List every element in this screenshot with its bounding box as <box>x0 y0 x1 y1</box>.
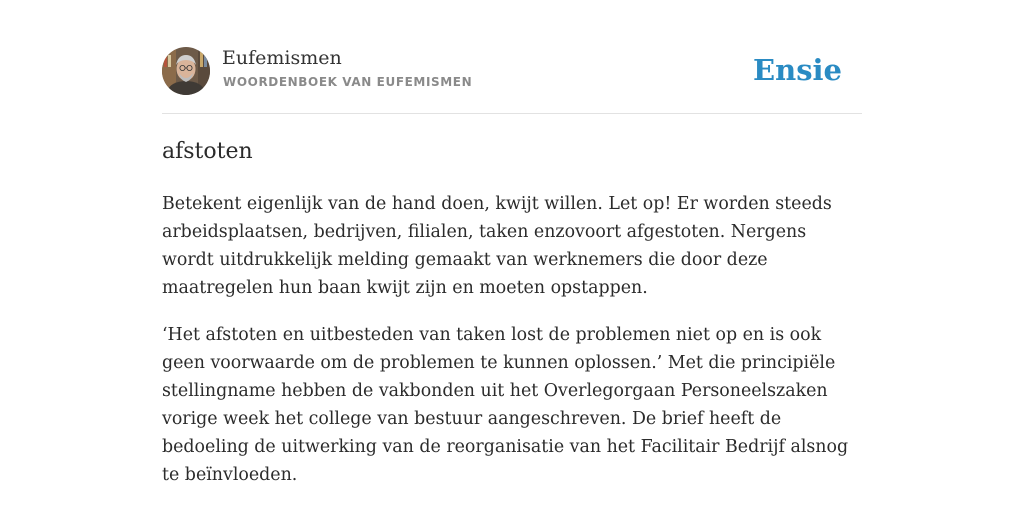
entry-body <box>162 190 862 489</box>
author-avatar[interactable] <box>162 47 210 95</box>
entry-paragraph: ‘Het afstoten en uitbesteden van taken lost de problemen niet op en is ook geen voorwaarde om de problemen te kunnen oplossen.’ Met die principiële stellingname hebben de vakbonden uit het Overlegorgaan Personeelszaken vorige week het college van bestuur aangeschreven. De brief heeft de bedoeling de uitwerking van de reorganisatie van het Facilitair Bedrijf alsnog te beïnvloeden. <box>162 325 849 485</box>
person-avatar-icon <box>162 47 210 95</box>
author-name[interactable]: Eufemismen <box>222 47 342 69</box>
entry-paragraph: Betekent eigenlijk van de hand doen, kwijt willen. Let op! Er worden steeds arbeidsplaatsen, bedrijven, filialen, taken enzovoort afgestoten. Nergens wordt uitdrukkelijk melding gemaakt van werknemers die door deze maatregelen hun baan kwijt zijn en moeten opstappen. <box>162 194 832 298</box>
author-subtitle: WOORDENBOEK VAN EUFEMISMEN <box>223 75 473 89</box>
header <box>162 46 862 96</box>
entry-title: afstoten <box>162 139 253 164</box>
header-divider <box>162 113 862 114</box>
brand-logo[interactable]: Ensie <box>753 53 842 87</box>
